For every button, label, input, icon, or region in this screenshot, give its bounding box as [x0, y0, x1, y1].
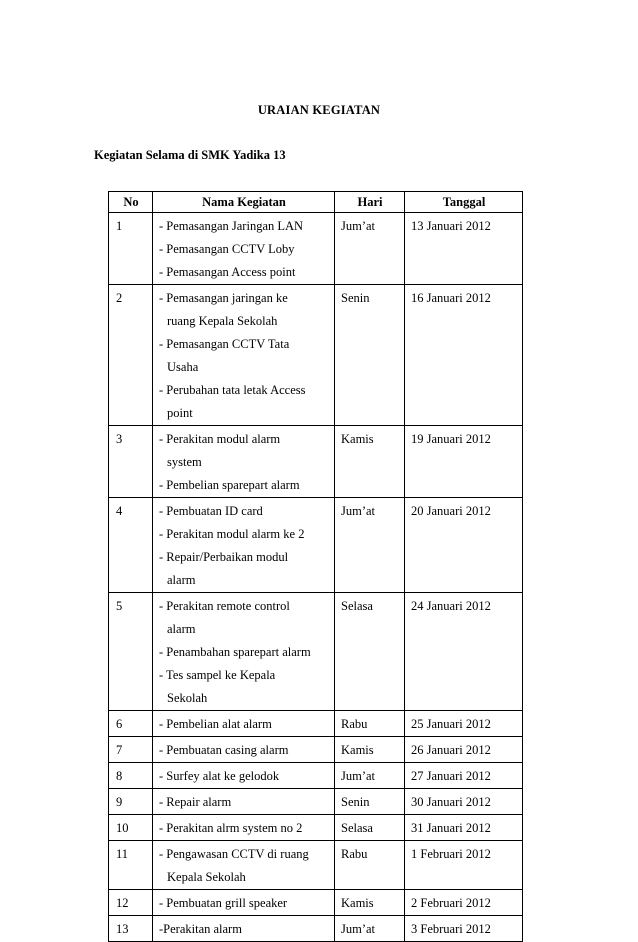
- cell-tanggal: 1 Februari 2012: [405, 841, 523, 890]
- cell-no: 9: [109, 789, 153, 815]
- cell-no: 8: [109, 763, 153, 789]
- activity-item: - Pembuatan ID card: [159, 504, 263, 518]
- activity-item: - Perakitan modul alarm ke 2: [159, 527, 305, 541]
- header-no: No: [109, 192, 153, 213]
- activity-item: - Pembuatan grill speaker: [159, 896, 288, 910]
- activity-item: - Perubahan tata letak Access: [159, 383, 306, 397]
- header-tanggal: Tanggal: [405, 192, 523, 213]
- cell-nama-kegiatan: [153, 916, 335, 942]
- activity-item: - Pemasangan CCTV Tata: [159, 337, 290, 351]
- cell-tanggal: 25 Januari 2012: [405, 711, 523, 737]
- activity-item: - Perakitan remote control: [159, 599, 290, 613]
- document-title: URAIAN KEGIATAN: [257, 103, 381, 117]
- cell-tanggal: 27 Januari 2012: [405, 763, 523, 789]
- cell-tanggal: 31 Januari 2012: [405, 815, 523, 841]
- table-row: [109, 763, 523, 789]
- cell-hari: Jum’at: [335, 213, 405, 285]
- table-row: [109, 213, 523, 285]
- activity-line-continued: ruang Kepala Sekolah: [167, 314, 278, 328]
- cell-tanggal: 26 Januari 2012: [405, 737, 523, 763]
- activity-item: - Pembelian sparepart alarm: [159, 478, 300, 492]
- activity-item: - Repair alarm: [159, 795, 232, 809]
- activity-table: [108, 191, 523, 942]
- table-row: [109, 916, 523, 942]
- cell-tanggal: 30 Januari 2012: [405, 789, 523, 815]
- cell-hari: Jum’at: [335, 916, 405, 942]
- cell-tanggal: 13 Januari 2012: [405, 213, 523, 285]
- table-header-row: [109, 192, 523, 213]
- cell-tanggal: 16 Januari 2012: [405, 285, 523, 426]
- activity-item: - Perakitan modul alarm: [159, 432, 281, 446]
- cell-hari: Selasa: [335, 593, 405, 711]
- activity-item: - Pemasangan Jaringan LAN: [159, 219, 304, 233]
- activity-line-continued: Usaha: [167, 360, 199, 374]
- cell-nama-kegiatan: [153, 593, 335, 711]
- cell-no: 12: [109, 890, 153, 916]
- cell-no: 1: [109, 213, 153, 285]
- cell-tanggal: 2 Februari 2012: [405, 890, 523, 916]
- cell-no: 11: [109, 841, 153, 890]
- activity-item: - Pengawasan CCTV di ruang: [159, 847, 309, 861]
- cell-hari: Rabu: [335, 841, 405, 890]
- section-heading: Kegiatan Selama di SMK Yadika 13: [94, 148, 286, 162]
- cell-nama-kegiatan: [153, 426, 335, 498]
- activity-line-continued: Kepala Sekolah: [167, 870, 246, 884]
- activity-item: - Pemasangan CCTV Loby: [159, 242, 295, 256]
- header-nama-kegiatan: Nama Kegiatan: [153, 192, 335, 213]
- activity-item: - Pemasangan jaringan ke: [159, 291, 288, 305]
- cell-no: 13: [109, 916, 153, 942]
- cell-nama-kegiatan: [153, 737, 335, 763]
- activity-item: - Surfey alat ke gelodok: [159, 769, 280, 783]
- cell-nama-kegiatan: [153, 763, 335, 789]
- table-row: [109, 737, 523, 763]
- activity-line-continued: point: [167, 406, 193, 420]
- table-row: [109, 426, 523, 498]
- cell-hari: Kamis: [335, 426, 405, 498]
- cell-nama-kegiatan: [153, 213, 335, 285]
- cell-tanggal: 3 Februari 2012: [405, 916, 523, 942]
- cell-no: 3: [109, 426, 153, 498]
- cell-tanggal: 24 Januari 2012: [405, 593, 523, 711]
- activity-item: - Tes sampel ke Kepala: [159, 668, 276, 682]
- table-row: [109, 498, 523, 593]
- activity-item: - Penambahan sparepart alarm: [159, 645, 311, 659]
- cell-hari: Senin: [335, 285, 405, 426]
- activity-line-continued: Sekolah: [167, 691, 208, 705]
- activity-line-continued: alarm: [167, 573, 196, 587]
- table-row: [109, 285, 523, 426]
- cell-hari: Rabu: [335, 711, 405, 737]
- cell-no: 4: [109, 498, 153, 593]
- cell-nama-kegiatan: [153, 498, 335, 593]
- cell-no: 10: [109, 815, 153, 841]
- activity-line-continued: alarm: [167, 622, 196, 636]
- table-row: [109, 789, 523, 815]
- table-row: [109, 593, 523, 711]
- activity-item: - Pembelian alat alarm: [159, 717, 272, 731]
- cell-no: 2: [109, 285, 153, 426]
- cell-hari: Selasa: [335, 815, 405, 841]
- cell-hari: Jum’at: [335, 498, 405, 593]
- activity-item: - Perakitan alrm system no 2: [159, 821, 303, 835]
- header-hari: Hari: [335, 192, 405, 213]
- cell-hari: Kamis: [335, 737, 405, 763]
- activity-item: - Pemasangan Access point: [159, 265, 296, 279]
- table-row: [109, 711, 523, 737]
- cell-nama-kegiatan: [153, 789, 335, 815]
- cell-tanggal: 19 Januari 2012: [405, 426, 523, 498]
- table-row: [109, 841, 523, 890]
- cell-nama-kegiatan: [153, 711, 335, 737]
- cell-nama-kegiatan: [153, 815, 335, 841]
- cell-no: 7: [109, 737, 153, 763]
- activity-item: - Pembuatan casing alarm: [159, 743, 289, 757]
- cell-hari: Jum’at: [335, 763, 405, 789]
- activity-item: -Perakitan alarm: [159, 922, 242, 936]
- table-body: [109, 213, 523, 942]
- cell-no: 6: [109, 711, 153, 737]
- cell-nama-kegiatan: [153, 841, 335, 890]
- cell-nama-kegiatan: [153, 285, 335, 426]
- table-row: [109, 815, 523, 841]
- activity-line-continued: system: [167, 455, 202, 469]
- cell-hari: Kamis: [335, 890, 405, 916]
- cell-no: 5: [109, 593, 153, 711]
- cell-tanggal: 20 Januari 2012: [405, 498, 523, 593]
- activity-item: - Repair/Perbaikan modul: [159, 550, 289, 564]
- cell-hari: Senin: [335, 789, 405, 815]
